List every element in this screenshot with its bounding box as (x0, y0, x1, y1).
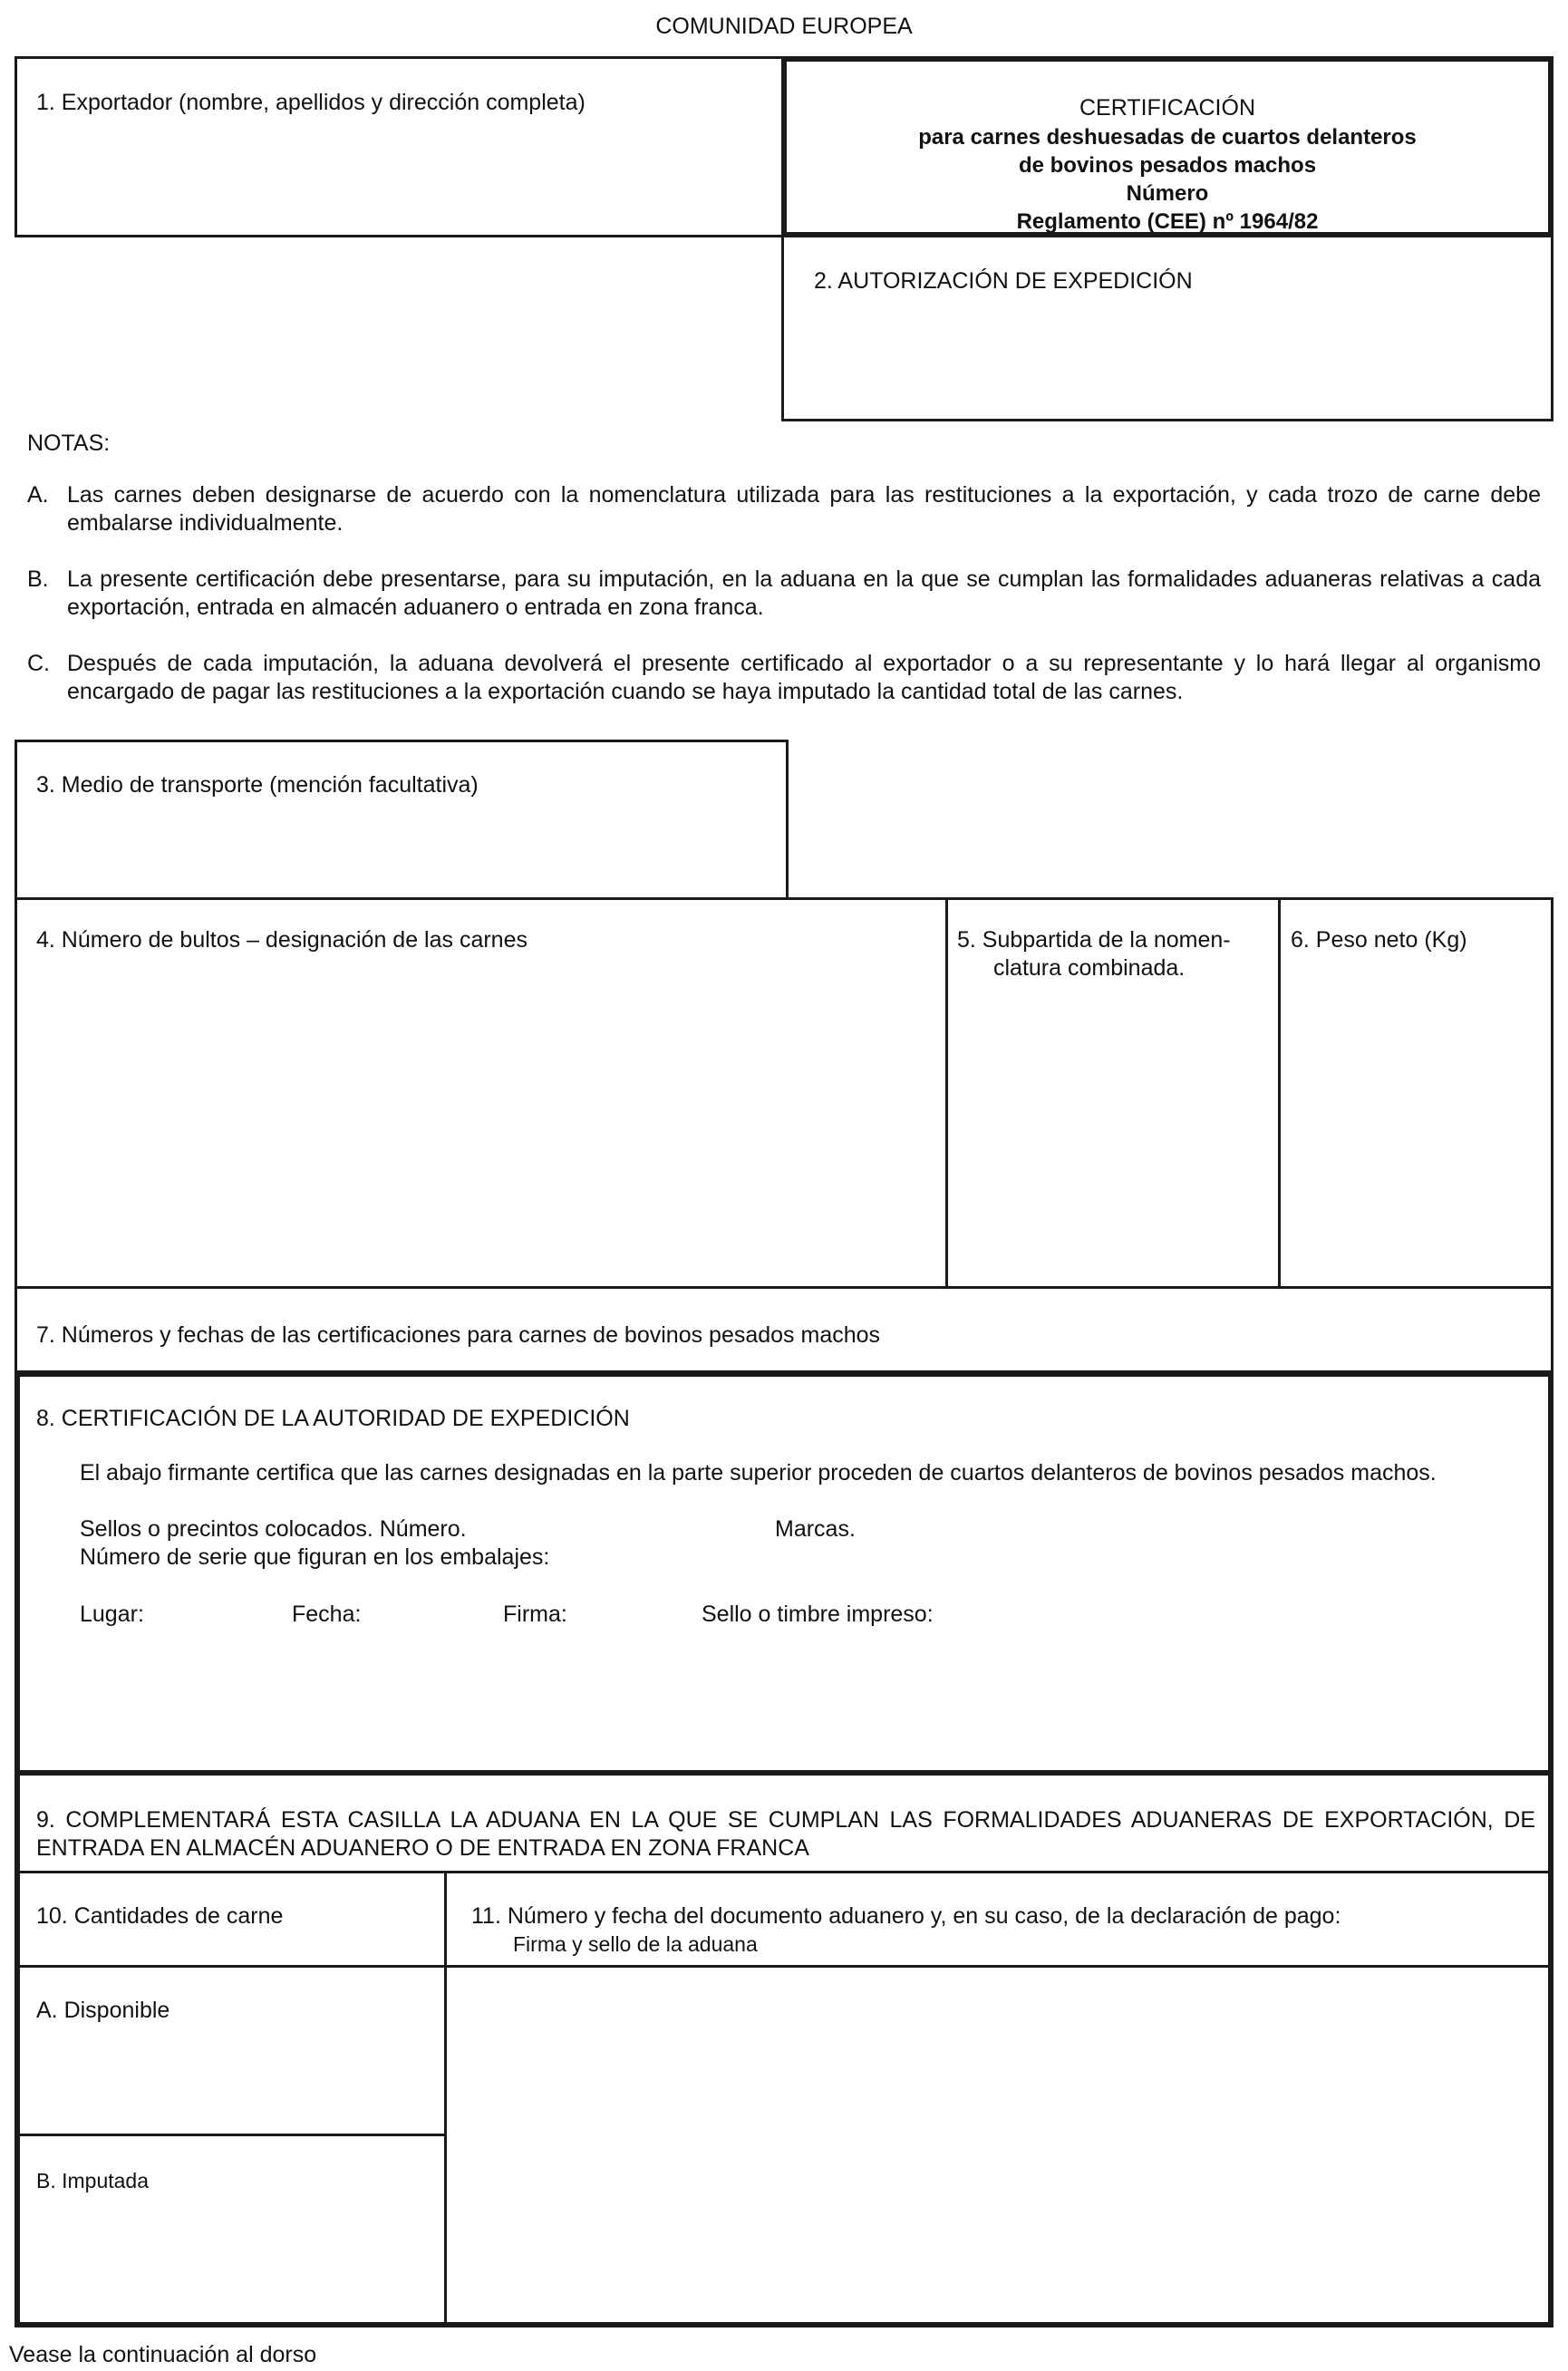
certificate-line-1: para carnes deshuesadas de cuartos delanteros (918, 125, 1417, 150)
box-8-stamp: Sello o timbre impreso: (702, 1602, 934, 1627)
box-8-seals: Sellos o precintos colocados. Número. (80, 1516, 467, 1542)
box-5-label-line-1: 5. Subpartida de la nomen- (957, 927, 1231, 953)
note-c (27, 650, 1541, 708)
certificate-regulation: Reglamento (CEE) nº 1964/82 (1016, 209, 1319, 234)
certificate-line-2: de bovinos pesados machos (1018, 153, 1317, 178)
box-8-marks: Marcas. (775, 1516, 856, 1542)
box-1-exporter[interactable] (15, 56, 785, 237)
box-1-label: 1. Exportador (nombre, apellidos y dirección completa) (36, 90, 586, 115)
certificate-number-label: Número (1126, 181, 1209, 206)
box-11-label-line-2: Firma y sello de la aduana (513, 1932, 758, 1956)
box-7-label: 7. Números y fechas de las certificaciones para carnes de bovinos pesados machos (36, 1322, 881, 1348)
note-b (27, 566, 1541, 624)
box-6-net-weight[interactable] (1281, 900, 1551, 1286)
note-a (27, 481, 1541, 539)
box-5-label-line-2: clatura combinada. (993, 955, 1186, 981)
box-10-label: 10. Cantidades de carne (36, 1903, 284, 1929)
box-2-authorization[interactable] (781, 235, 1553, 421)
box-3-transport[interactable] (15, 740, 789, 899)
box-4-label: 4. Número de bultos – designación de las carnes (36, 927, 528, 953)
notes-heading: NOTAS: (27, 431, 111, 456)
box-11-label-line-1: 11. Número y fecha del documento aduanero y, en su caso, de la declaración de pago: (471, 1903, 1341, 1929)
box-8-signature: Firma: (503, 1602, 567, 1627)
note-c-text: Después de cada imputación, la aduana devolverá el presente certificado al exportador o a su representante y lo hará llegar al organismo encargado de pagar las restituciones a la exportación cuando se haya imputado la cantidad total de las carnes. (67, 651, 1541, 704)
box-10-a-available[interactable] (17, 1968, 444, 2134)
box-8-place: Lugar: (80, 1602, 144, 1627)
box-3-label: 3. Medio de transporte (mención facultativa) (36, 772, 479, 798)
box-4-packages[interactable] (17, 900, 945, 1286)
box-2-label: 2. AUTORIZACIÓN DE EXPEDICIÓN (814, 268, 1193, 294)
box-8-serial: Número de serie que figuran en los embalajes: (80, 1544, 550, 1570)
box-10-a-label: A. Disponible (36, 1998, 170, 2023)
box-8-title: 8. CERTIFICACIÓN DE LA AUTORIDAD DE EXPEDICIÓN (36, 1406, 630, 1431)
certificate-description (781, 123, 1553, 236)
certificate-title: CERTIFICACIÓN (1079, 95, 1255, 121)
box-10-b-imputed[interactable] (17, 2136, 444, 2322)
continuation-note: Vease la continuación al dorso (9, 2342, 317, 2367)
community-header: COMUNIDAD EUROPEA (655, 14, 913, 39)
note-a-letter: A. (27, 482, 49, 508)
note-c-letter: C. (27, 651, 50, 676)
note-b-text: La presente certificación debe presentarse, para su imputación, en la aduana en la que se cumplan las formalidades aduaneras relativas a cada exportación, entrada en almacén aduanero o entrada en zona franca. (67, 566, 1541, 620)
box-8-certifies-text: El abajo firmante certifica que las carnes designadas en la parte superior proceden de cuartos delanteros de bovinos pesados machos. (80, 1460, 1437, 1486)
box-6-label: 6. Peso neto (Kg) (1291, 927, 1467, 953)
box-8-date: Fecha: (292, 1602, 362, 1627)
note-a-text: Las carnes deben designarse de acuerdo con la nomenclatura utilizada para las restituciones a la exportación, y cada trozo de carne debe embalarse individualmente. (67, 482, 1541, 536)
box-10-b-label: B. Imputada (36, 2169, 150, 2192)
box-9-label: 9. COMPLEMENTARÁ ESTA CASILLA LA ADUANA EN LA QUE SE CUMPLAN LAS FORMALIDADES ADUANERAS DE EXPORTACIÓN, DE ENTRADA EN ALMACÉN ADUANERO O DE ENTRADA EN ZONA FRANCA (36, 1807, 1535, 1861)
note-b-letter: B. (27, 566, 49, 592)
